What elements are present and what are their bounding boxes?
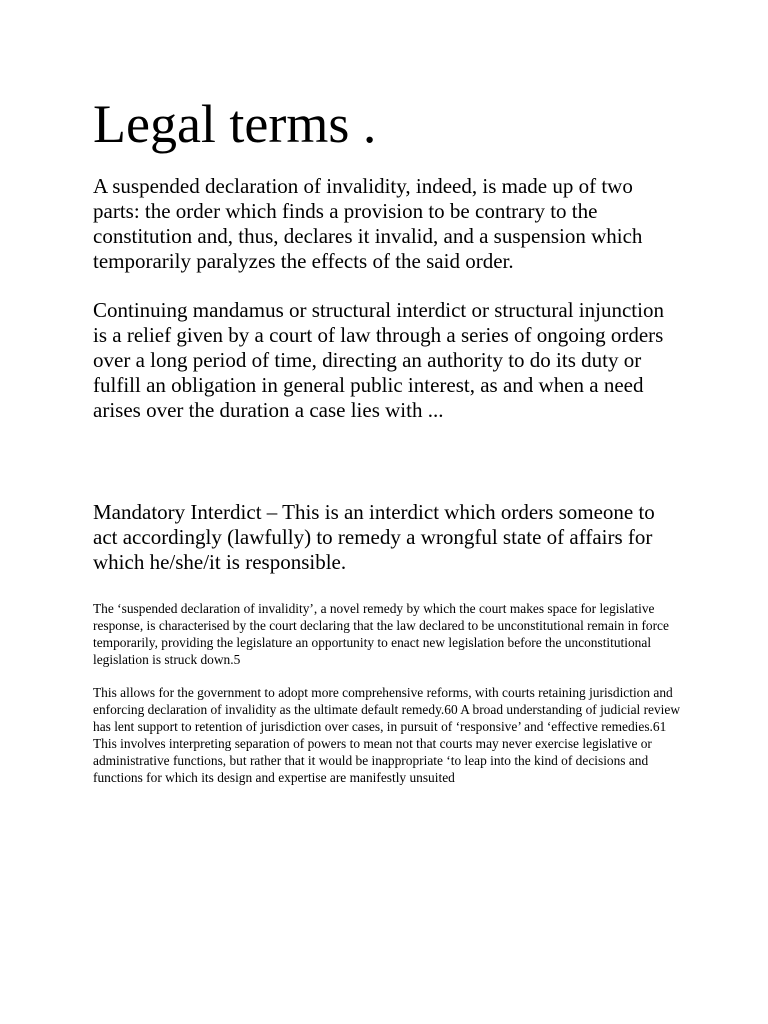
page-title: Legal terms . <box>93 94 377 154</box>
paragraph-continuing-mandamus: Continuing mandamus or structural interdict or structural injunction is a relief given by a court of law through a series of ongoing orders over a long period of time, directing an authority to do its duty or fulfill an obligation in general public interest, as and when a need arises over the duration a case lies with ... <box>93 298 664 422</box>
paragraph-suspended-declaration: A suspended declaration of invalidity, indeed, is made up of two parts: the order which finds a provision to be contrary to the constitution and, thus, declares it invalid, and a suspension which temporarily paralyzes the effects of the said order. <box>93 174 643 273</box>
paragraph-comprehensive-reforms: This allows for the government to adopt more comprehensive reforms, with courts retaining jurisdiction and enforcing declaration of invalidity as the ultimate default remedy.60 A broad understanding of judicial review has lent support to retention of jurisdiction over cases, in pursuit of ‘responsive’ and ‘effective remedies.61 This involves interpreting separation of powers to mean not that courts may never exercise legislative or administrative functions, but rather that it would be inappropriate ‘to leap into the kind of decisions and functions for which its design and expertise are manifestly unsuited <box>93 685 681 785</box>
paragraph-mandatory-interdict: Mandatory Interdict – This is an interdict which orders someone to act accordingly (lawfully) to remedy a wrongful state of affairs for which he/she/it is responsible. <box>93 500 655 574</box>
paragraph-novel-remedy: The ‘suspended declaration of invalidity’, a novel remedy by which the court makes space for legislative response, is characterised by the court declaring that the law declared to be unconstitutional remain in force temporarily, providing the legislature an opportunity to enact new legislation before the unconstitutional legislation is struck down.5 <box>93 601 669 667</box>
